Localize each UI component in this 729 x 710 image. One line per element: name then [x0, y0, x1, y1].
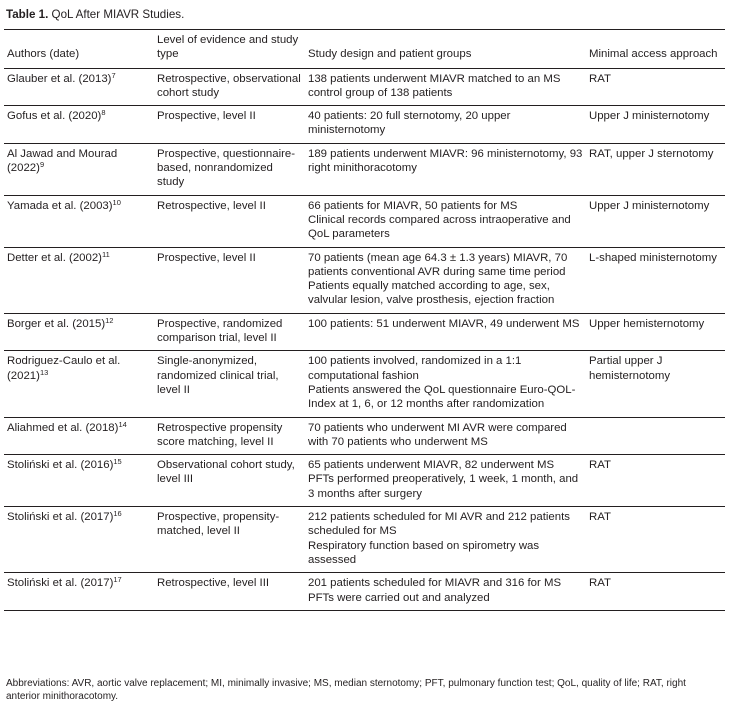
design-line: 70 patients who underwent MI AVR were compared with 70 patients who underwent MS [308, 421, 567, 448]
cell-evidence: Retrospective, observational cohort study [157, 72, 301, 99]
author-name: Stoliński et al. (2017) [7, 511, 114, 524]
cell-author [4, 106, 154, 144]
author-name: Al Jawad and Mourad (2022) [7, 147, 118, 175]
design-line: 189 patients underwent MIAVR: 96 ministernotomy, 93 right minithoracotomy [308, 147, 583, 175]
design-line: 40 patients: 20 full sternotomy, 20 upper ministernotomy [308, 110, 511, 137]
cell-approach: Upper J ministernotomy [589, 199, 710, 212]
reference-number: 7 [111, 70, 116, 80]
cell-approach: Upper J ministernotomy [589, 110, 710, 123]
design-line: 100 patients: 51 underwent MIAVR, 49 underwent MS [308, 317, 580, 330]
design-line: Respiratory function based on spirometry was assessed [308, 539, 540, 566]
table-footnote: Abbreviations: AVR, aortic valve replacement; MI, minimally invasive; MS, median sternotomy; PFT, pulmonary function test; QoL, quality of life; RAT, right anterior minithoracotomy. [6, 678, 686, 702]
header-evidence: Level of evidence and study type [157, 34, 299, 61]
cell-approach [586, 417, 725, 455]
table-row [4, 106, 725, 144]
design-line: 201 patients scheduled for MIAVR and 316 for MS [308, 577, 562, 590]
cell-evidence: Prospective, propensity-matched, level II [157, 511, 280, 538]
table-header-row [4, 30, 725, 69]
reference-number: 8 [101, 108, 106, 118]
qol-studies-table [4, 29, 725, 611]
reference-number: 12 [105, 315, 114, 325]
header-design: Study design and patient groups [308, 48, 472, 61]
cell-author [4, 143, 154, 195]
cell-approach: RAT [589, 459, 611, 472]
reference-number: 17 [113, 575, 122, 585]
cell-author [4, 507, 154, 573]
cell-approach: L-shaped ministernotomy [589, 251, 717, 264]
author-name: Yamada et al. (2003) [7, 199, 113, 212]
cell-evidence: Prospective, randomized comparison trial, level II [157, 317, 283, 345]
table-caption-text: QoL After MIAVR Studies. [51, 8, 185, 21]
author-name: Rodriguez-Caulo et al. (2021) [7, 355, 121, 382]
design-line: 65 patients underwent MIAVR, 82 underwent MS [308, 459, 555, 472]
table-row [4, 313, 725, 351]
cell-author [4, 313, 154, 351]
header-approach: Minimal access approach [589, 48, 718, 61]
design-line: Clinical records compared across intraoperative and QoL parameters [308, 213, 571, 241]
reference-number: 14 [118, 419, 127, 429]
design-line: 70 patients (mean age 64.3 ± 1.3 years) MIAVR, 70 patients conventional AVR during same time period [308, 251, 568, 278]
cell-design [305, 106, 586, 144]
design-line: 212 patients scheduled for MI AVR and 212 patients scheduled for MS [308, 511, 570, 538]
cell-evidence: Prospective, questionnaire-based, nonrandomized study [157, 147, 296, 189]
table-row [4, 68, 725, 106]
reference-number: 9 [39, 160, 45, 170]
cell-author [4, 351, 154, 417]
reference-number: 15 [113, 457, 122, 467]
reference-number: 13 [39, 367, 49, 377]
table-row [4, 351, 725, 417]
cell-approach: RAT, upper J sternotomy [589, 147, 714, 160]
cell-approach: Partial upper J hemisternotomy [589, 355, 671, 382]
table-row [4, 247, 725, 313]
table-caption-label: Table 1. [6, 8, 49, 21]
cell-approach: RAT [589, 577, 611, 590]
cell-design [305, 507, 586, 573]
cell-design [305, 68, 586, 106]
cell-design [305, 417, 586, 455]
cell-design [305, 351, 586, 417]
header-authors: Authors (date) [7, 48, 80, 61]
cell-design [305, 143, 586, 195]
cell-approach: Upper hemisternotomy [589, 317, 705, 330]
table-row [4, 143, 725, 195]
cell-design [305, 455, 586, 507]
table-row [4, 455, 725, 507]
cell-author [4, 68, 154, 106]
author-name: Stoliński et al. (2016) [7, 459, 114, 472]
author-name: Gofus et al. (2020) [7, 110, 102, 123]
cell-author [4, 573, 154, 611]
cell-evidence: Single-anonymized, randomized clinical trial, level II [157, 355, 279, 396]
table-row [4, 417, 725, 455]
cell-evidence: Prospective, level II [157, 110, 256, 123]
cell-design [305, 313, 586, 351]
cell-author [4, 417, 154, 455]
author-name: Stoliński et al. (2017) [7, 577, 114, 590]
cell-design [305, 195, 586, 247]
design-line: PFTs performed preoperatively, 1 week, 1 month, and 3 months after surgery [308, 473, 579, 500]
author-name: Aliahmed et al. (2018) [7, 421, 119, 434]
cell-evidence: Retrospective propensity score matching, level II [157, 421, 283, 448]
author-name: Glauber et al. (2013) [7, 72, 112, 85]
cell-design [305, 573, 586, 611]
cell-evidence: Prospective, level II [157, 251, 256, 264]
cell-design [305, 247, 586, 313]
reference-number: 10 [112, 197, 121, 207]
cell-author [4, 455, 154, 507]
design-line: 66 patients for MIAVR, 50 patients for MS [308, 199, 518, 212]
cell-author [4, 247, 154, 313]
table-row [4, 507, 725, 573]
table-caption [6, 8, 184, 22]
author-name: Borger et al. (2015) [7, 317, 106, 330]
table-row [4, 573, 725, 611]
cell-evidence: Retrospective, level II [157, 199, 266, 212]
design-line: Patients equally matched according to age, sex, valvular lesion, valve prosthesis, ejection fraction [308, 280, 555, 307]
design-line: 100 patients involved, randomized in a 1:1 computational fashion [308, 355, 522, 382]
table-body [4, 68, 725, 610]
design-line: Patients answered the QoL questionnaire Euro-QOL-Index at 1, 6, or 12 months after randomization [308, 383, 576, 411]
design-line: PFTs were carried out and analyzed [308, 591, 490, 604]
design-line: 138 patients underwent MIAVR matched to an MS control group of 138 patients [308, 72, 561, 99]
cell-evidence: Retrospective, level III [157, 577, 270, 590]
reference-number: 16 [113, 509, 122, 519]
author-name: Detter et al. (2002) [7, 251, 102, 264]
table-row [4, 195, 725, 247]
reference-number: 11 [101, 249, 110, 259]
cell-author [4, 195, 154, 247]
cell-approach: RAT [589, 72, 611, 85]
cell-approach: RAT [589, 511, 611, 524]
cell-evidence: Observational cohort study, level III [157, 459, 295, 486]
